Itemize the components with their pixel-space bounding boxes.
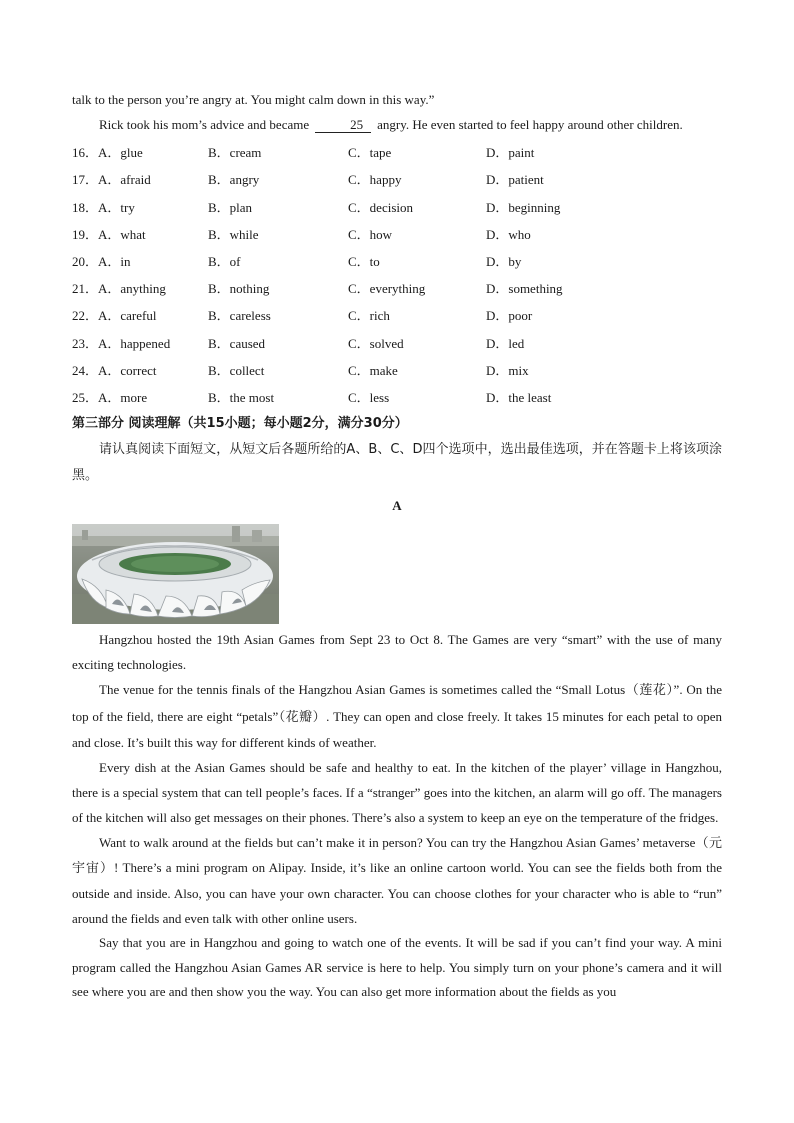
passage-label: A [392, 498, 402, 514]
option-b: B．careless [208, 308, 271, 324]
exam-page [72, 88, 722, 1005]
option-b: B．the most [208, 389, 275, 405]
passage-paragraph-3: Every dish at the Asian Games should be safe and healthy to eat. In the kitchen of the player’ village in Hangzhou, there is a special system that can tell people’s faces. If a “stranger” goes into the kitchen, an alarm will go off. The managers of the kitchen will also get messages on their phones. There’s also a system to keep an eye on the temperature of the fridges. [72, 760, 722, 825]
option-row [72, 302, 722, 329]
cloze-last-sentence [72, 113, 722, 138]
option-row [72, 330, 722, 357]
question-number: 16． [72, 145, 99, 161]
option-b: B．caused [208, 335, 266, 351]
option-b: B．nothing [208, 281, 270, 297]
option-c: C．rich [348, 308, 390, 324]
option-a: A．glue [98, 145, 143, 161]
option-d: D．by [486, 253, 522, 269]
option-a: A．careful [98, 308, 157, 324]
question-number: 24． [72, 362, 99, 378]
passage-paragraph-5: Say that you are in Hangzhou and going to watch one of the events. It will be sad if you can’t find your way. A mini program called the Hangzhou Asian Games AR service is here to help. You simply turn on your phone’s camera and it will see where you are and then show you the way. You can also get more information about the fields as you [72, 935, 722, 1000]
stadium-photo [72, 524, 279, 624]
passage-paragraph-1: Hangzhou hosted the 19th Asian Games from Sept 23 to Oct 8. The Games are very “smart” with the use of many exciting technologies. [72, 632, 722, 672]
question-number: 17． [72, 172, 99, 188]
question-number: 23． [72, 335, 99, 351]
option-d: D．poor [486, 308, 533, 324]
option-row [72, 166, 722, 193]
option-row [72, 248, 722, 275]
option-row [72, 275, 722, 302]
passage-paragraph-4: Want to walk around at the fields but can’t make it in person? You can try the Hangzhou Asian Games’ metaverse（元宇宙）! There’s a mini program on Alipay. Inside, it’s like an online cartoon world. You can see the fields both from the outside and inside. Also, you can have your own character. You can choose clothes for your character who is able to “run” around the fields and even talk with other online users. [72, 835, 722, 926]
option-a: A．in [98, 253, 131, 269]
options-list [72, 139, 722, 411]
option-a: A．correct [98, 362, 157, 378]
option-row [72, 357, 722, 384]
option-c: C．less [348, 389, 390, 405]
option-a: A．happened [98, 335, 171, 351]
option-d: D．beginning [486, 199, 561, 215]
option-a: A．what [98, 226, 146, 242]
option-a: A．more [98, 389, 148, 405]
option-c: C．solved [348, 335, 404, 351]
option-d: D．something [486, 281, 563, 297]
option-c: C．happy [348, 172, 402, 188]
option-b: B．angry [208, 172, 260, 188]
option-a: A．afraid [98, 172, 151, 188]
option-d: D．patient [486, 172, 544, 188]
question-number: 20． [72, 253, 99, 269]
option-row [72, 194, 722, 221]
option-b: B．plan [208, 199, 253, 215]
option-a: A．try [98, 199, 135, 215]
option-row [72, 384, 722, 411]
option-b: B．collect [208, 362, 265, 378]
option-b: B．while [208, 226, 259, 242]
option-c: C．everything [348, 281, 426, 297]
section-instruction: 请认真阅读下面短文，从短文后各题所给的A、B、C、D四个选项中，选出最佳选项，并在答题卡上将该项涂黑。 [72, 442, 722, 484]
option-b: B．cream [208, 145, 262, 161]
option-c: C．decision [348, 199, 413, 215]
question-number: 22． [72, 308, 99, 324]
cloze-line-end: talk to the person you’re angry at. You might calm down in this way.” [72, 92, 435, 107]
option-row [72, 221, 722, 248]
option-c: C．tape [348, 145, 392, 161]
passage-paragraph-2: The venue for the tennis finals of the Hangzhou Asian Games is sometimes called the “Small Lotus（莲花）”. On the top of the field, there are eight “petals”（花瓣）. They can open and close freely. It takes 15 minutes for each petal to open and close. It’s built this way for different kinds of weather. [72, 682, 722, 751]
cloze-last-before: Rick took his mom’s advice and became [99, 116, 310, 132]
option-d: D．the least [486, 389, 552, 405]
blank-25: 25 [315, 117, 371, 133]
option-row [72, 139, 722, 166]
option-d: D．who [486, 226, 531, 242]
question-number: 25． [72, 389, 99, 405]
question-number: 21． [72, 281, 99, 297]
cloze-last-after: angry. He even started to feel happy around other children. [377, 116, 683, 132]
option-a: A．anything [98, 281, 166, 297]
question-number: 18． [72, 199, 99, 215]
option-c: C．to [348, 253, 380, 269]
option-d: D．mix [486, 362, 529, 378]
option-d: D．led [486, 335, 525, 351]
question-number: 19． [72, 226, 99, 242]
option-c: C．make [348, 362, 398, 378]
section-title: 第三部分 阅读理解（共15小题；每小题2分，满分30分） [72, 416, 408, 432]
option-d: D．paint [486, 145, 535, 161]
option-c: C．how [348, 226, 393, 242]
option-b: B．of [208, 253, 241, 269]
